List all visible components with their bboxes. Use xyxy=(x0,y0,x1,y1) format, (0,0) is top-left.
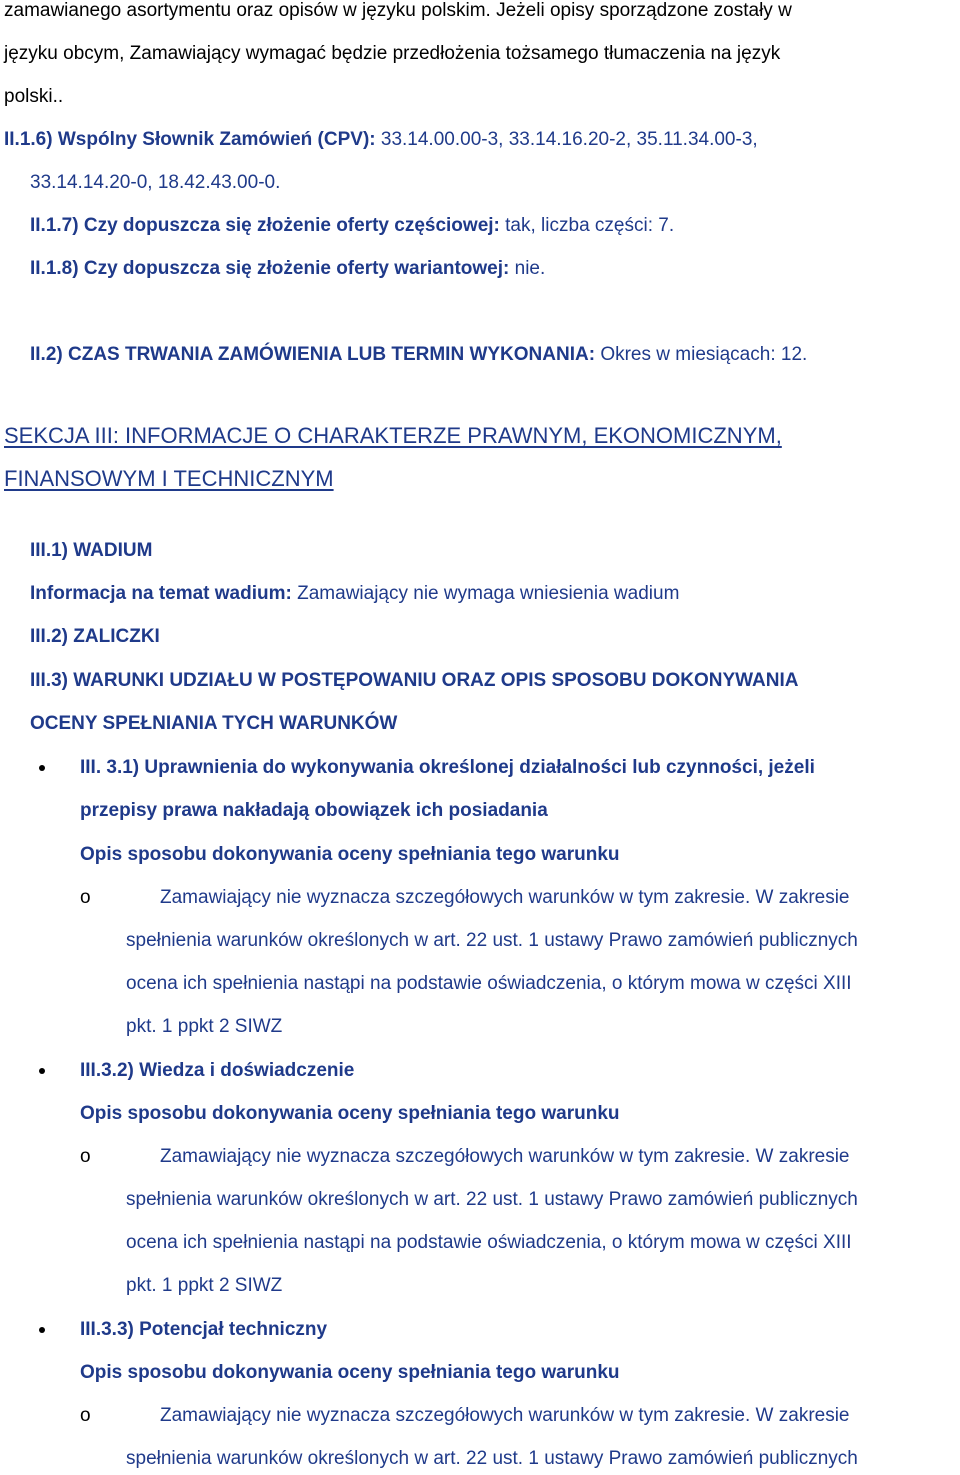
item-2-title-text-1: III.3.2) Wiedza i doświadczenie xyxy=(80,1060,355,1081)
duration-value: Okres w miesiącach: 12. xyxy=(600,344,808,365)
item-3-desc-heading-text: Opis sposobu dokonywania oceny spełniania tego warunku xyxy=(80,1362,620,1383)
conditions-heading-text-2: OCENY SPEŁNIANIA TYCH WARUNKÓW xyxy=(30,713,398,734)
variant-offer-label: II.1.8) Czy dopuszcza się złożenie oferty wariantowej: xyxy=(30,258,510,279)
wadium-info-line xyxy=(30,583,679,605)
duration-line xyxy=(30,344,807,366)
bullet-icon xyxy=(39,1068,45,1074)
item-2-title-line-1 xyxy=(80,1060,354,1082)
item-1-desc-heading xyxy=(80,844,620,866)
intro-line-2: języku obcym, Zamawiający wymagać będzie przedłożenia tożsamego tłumaczenia na język xyxy=(4,43,781,64)
item-3-title-text-1: III.3.3) Potencjał techniczny xyxy=(80,1319,328,1340)
partial-offer-label: II.1.7) Czy dopuszcza się złożenie oferty częściowej: xyxy=(30,215,500,236)
item-2-desc-heading xyxy=(80,1103,620,1125)
variant-offer-value: nie. xyxy=(514,258,546,279)
item-1-title-text-1: III. 3.1) Uprawnienia do wykonywania określonej działalności lub czynności, jeżeli xyxy=(80,757,815,778)
item-3-text-2: spełnienia warunków określonych w art. 22 ust. 1 ustawy Prawo zamówień publicznych xyxy=(126,1448,858,1469)
duration-label: II.2) CZAS TRWANIA ZAMÓWIENIA LUB TERMIN WYKONANIA: xyxy=(30,344,596,365)
item-1-title-line-2 xyxy=(80,800,548,822)
section-3-title-line-2: FINANSOWYM I TECHNICZNYM xyxy=(4,466,334,491)
partial-offer-value: tak, liczba części: 7. xyxy=(505,215,675,236)
item-2-text-3: ocena ich spełnienia nastąpi na podstawie oświadczenia, o którym mowa w części XIII xyxy=(126,1232,852,1253)
item-2-text-2: spełnienia warunków określonych w art. 22 ust. 1 ustawy Prawo zamówień publicznych xyxy=(126,1189,858,1210)
item-2-text-1: Zamawiający nie wyznacza szczegółowych warunków w tym zakresie. W zakresie xyxy=(160,1146,850,1167)
zaliczki-heading-text: III.2) ZALICZKI xyxy=(30,626,160,647)
cpv-label: II.1.6) Wspólny Słownik Zamówień (CPV): xyxy=(4,129,376,150)
wadium-label: Informacja na temat wadium: xyxy=(30,583,292,604)
partial-offer-line xyxy=(30,215,674,237)
conditions-heading-text-1: III.3) WARUNKI UDZIAŁU W POSTĘPOWANIU ORAZ OPIS SPOSOBU DOKONYWANIA xyxy=(30,670,799,691)
circle-marker-icon: o xyxy=(80,887,91,908)
variant-offer-line xyxy=(30,258,545,280)
item-1-text-2: spełnienia warunków określonych w art. 22 ust. 1 ustawy Prawo zamówień publicznych xyxy=(126,930,858,951)
bullet-icon xyxy=(39,765,45,771)
item-3-desc-heading xyxy=(80,1362,620,1384)
intro-line-3: polski.. xyxy=(4,86,64,107)
intro-line-1: zamawianego asortymentu oraz opisów w języku polskim. Jeżeli opisy sporządzone zostały w xyxy=(4,0,792,21)
cpv-value-1: 33.14.00.00-3, 33.14.16.20-2, 35.11.34.00-3, xyxy=(380,129,758,150)
cpv-line xyxy=(4,129,758,151)
item-1-text-1: Zamawiający nie wyznacza szczegółowych warunków w tym zakresie. W zakresie xyxy=(160,887,850,908)
item-1-desc-heading-text: Opis sposobu dokonywania oceny spełniania tego warunku xyxy=(80,844,620,865)
item-2-desc-heading-text: Opis sposobu dokonywania oceny spełniania tego warunku xyxy=(80,1103,620,1124)
item-1-title-text-2: przepisy prawa nakładają obowiązek ich posiadania xyxy=(80,800,548,821)
section-3-title-line-1: SEKCJA III: INFORMACJE O CHARAKTERZE PRAWNYM, EKONOMICZNYM, xyxy=(4,423,782,448)
item-2-text-4: pkt. 1 ppkt 2 SIWZ xyxy=(126,1275,283,1296)
circle-marker-icon: o xyxy=(80,1405,91,1426)
item-3-title-line-1 xyxy=(80,1319,327,1341)
circle-marker-icon: o xyxy=(80,1146,91,1167)
bullet-icon xyxy=(39,1327,45,1333)
wadium-value: Zamawiający nie wymaga wniesienia wadium xyxy=(297,583,680,604)
item-1-text-4: pkt. 1 ppkt 2 SIWZ xyxy=(126,1016,283,1037)
conditions-heading-line-2 xyxy=(30,713,397,735)
wadium-heading xyxy=(30,540,152,562)
item-3-text-1: Zamawiający nie wyznacza szczegółowych warunków w tym zakresie. W zakresie xyxy=(160,1405,850,1426)
item-1-title-line-1 xyxy=(80,757,815,779)
conditions-heading-line-1 xyxy=(30,670,798,692)
wadium-heading-text: III.1) WADIUM xyxy=(30,540,153,561)
cpv-value-2: 33.14.14.20-0, 18.42.43.00-0. xyxy=(30,172,281,193)
item-1-text-3: ocena ich spełnienia nastąpi na podstawie oświadczenia, o którym mowa w części XIII xyxy=(126,973,852,994)
zaliczki-heading xyxy=(30,626,160,648)
